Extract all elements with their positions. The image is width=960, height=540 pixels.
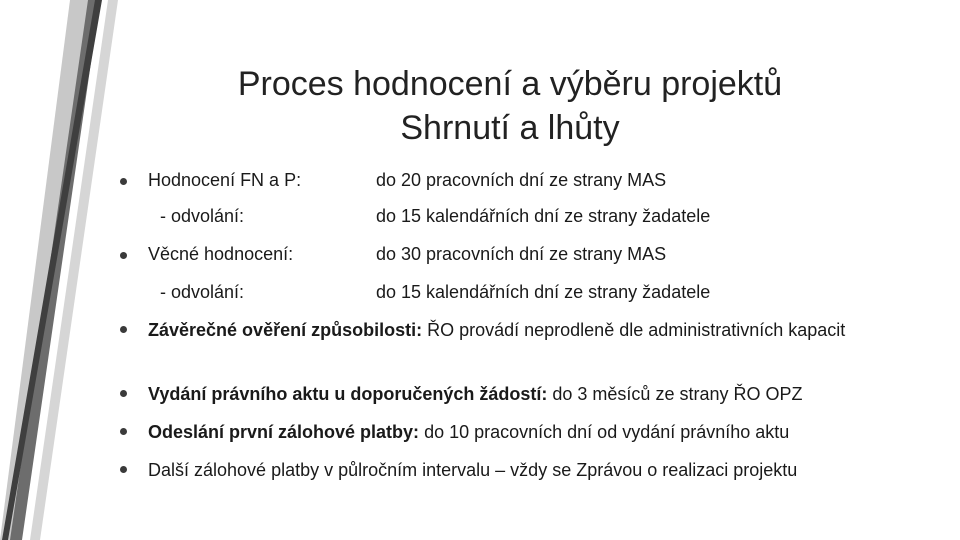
- bullet-icon: [120, 466, 127, 473]
- bullet-icon: [120, 326, 127, 333]
- list-item: [0, 244, 960, 268]
- item-value: Další zálohové platby v půlročním intervalu – vždy se Zprávou o realizaci projektu: [148, 460, 798, 480]
- item-label: - odvolání:: [160, 206, 245, 226]
- bullet-icon: [120, 390, 127, 397]
- item-label: Odeslání první zálohové platby:: [148, 422, 420, 442]
- item-label: Hodnocení FN a P:: [148, 170, 302, 190]
- bullet-icon: [120, 178, 127, 185]
- list-item: [0, 420, 960, 444]
- item-label: Věcné hodnocení:: [148, 244, 294, 264]
- slide-title: [140, 62, 880, 150]
- item-value: do 30 pracovních dní ze strany MAS: [376, 244, 667, 264]
- item-value: do 10 pracovních dní od vydání právního aktu: [419, 422, 790, 442]
- list-item: [0, 170, 960, 194]
- item-value: do 15 kalendářních dní ze strany žadatele: [376, 206, 711, 226]
- list-item: [0, 206, 960, 230]
- title-line-2: Shrnutí a lhůty: [400, 109, 620, 147]
- item-label: Vydání právního aktu u doporučených žádostí:: [148, 384, 548, 404]
- item-value: do 15 kalendářních dní ze strany žadatele: [376, 282, 711, 302]
- item-value: do 3 měsíců ze strany ŘO OPZ: [547, 384, 803, 404]
- bullet-icon: [120, 428, 127, 435]
- list-item: [0, 282, 960, 306]
- bullet-icon: [120, 252, 127, 259]
- item-value: ŘO provádí neprodleně dle administrativních kapacit: [422, 320, 846, 340]
- item-value: do 20 pracovních dní ze strany MAS: [376, 170, 667, 190]
- list-item: [0, 318, 960, 368]
- list-item: [0, 382, 960, 406]
- item-label: - odvolání:: [160, 282, 245, 302]
- item-label: Závěrečné ověření způsobilosti:: [148, 320, 423, 340]
- title-line-1: Proces hodnocení a výběru projektů: [237, 65, 783, 103]
- list-item: [0, 458, 960, 482]
